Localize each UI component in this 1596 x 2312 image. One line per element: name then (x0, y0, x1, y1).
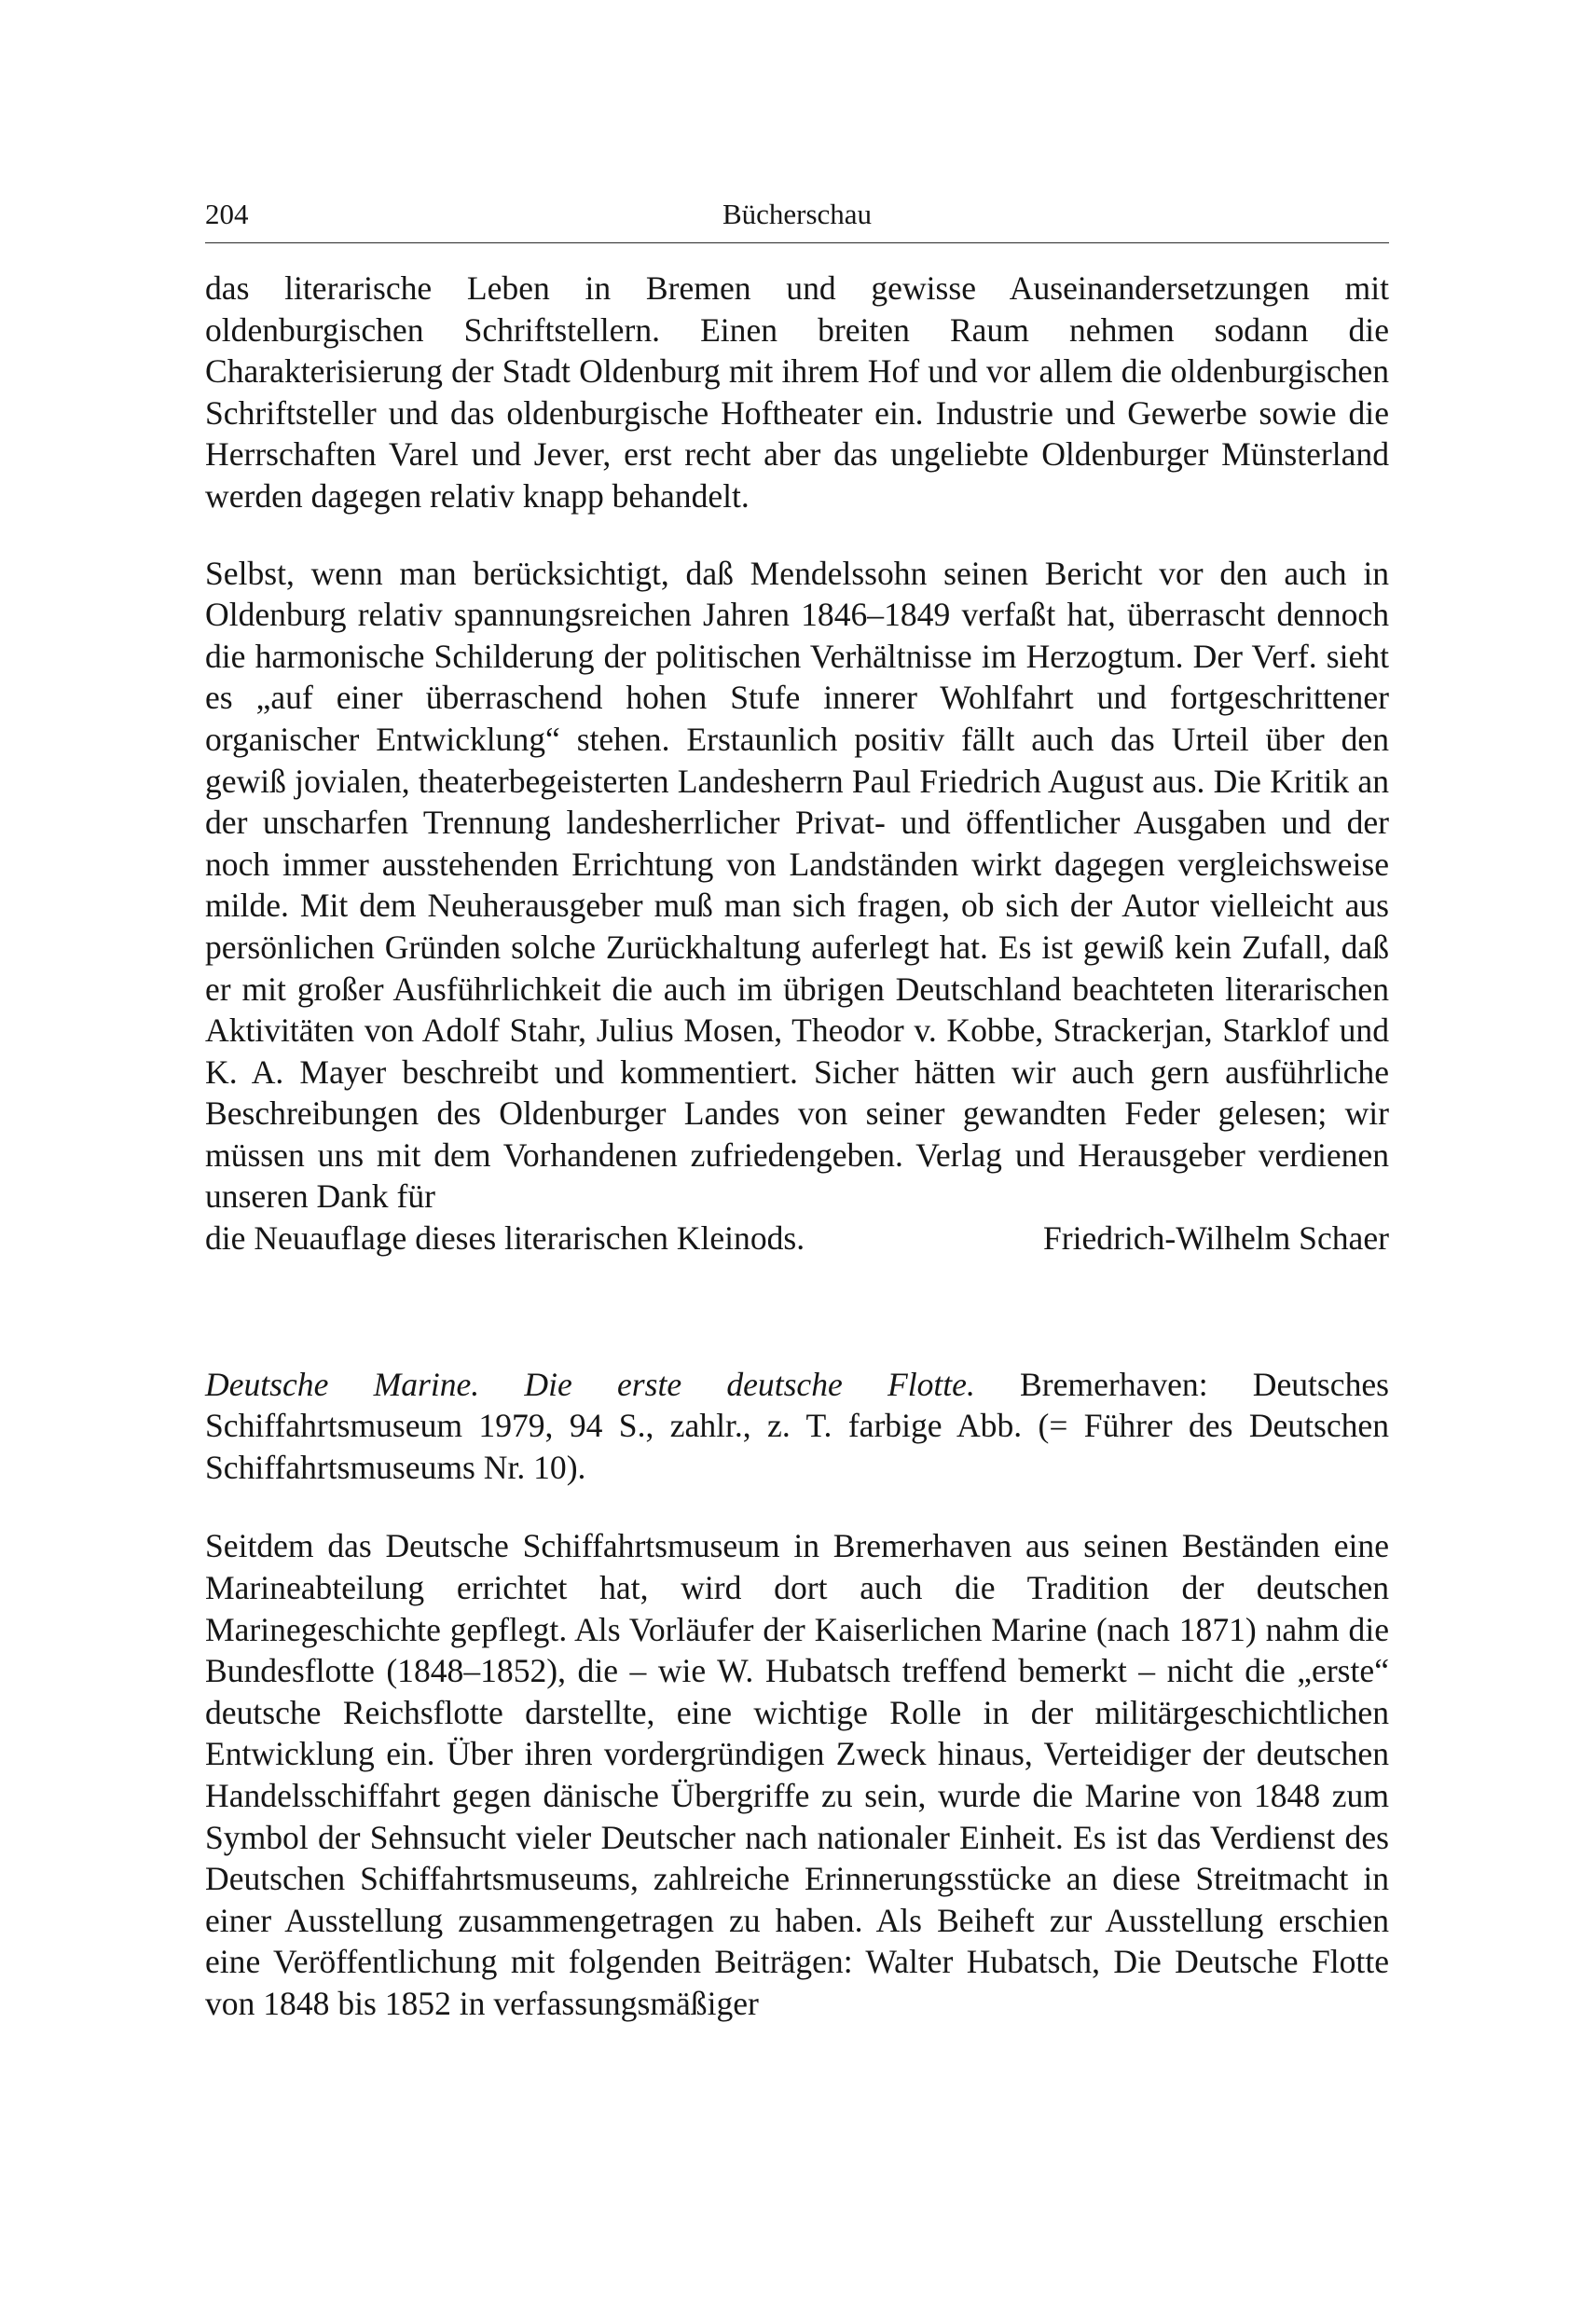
reviewer-signature: Friedrich-Wilhelm Schaer (1042, 1219, 1389, 1258)
book-publication-details: Bremerhaven: Deutsches Schiffahrtsmuseum 1979, 94 S., zahlr., z. T. farbige Abb. (= Führer des Deutschen Schiffahrtsmuseums Nr. 10). (205, 1365, 1389, 1486)
review1-closing-line (205, 1218, 1389, 1259)
book-page (205, 192, 1389, 2025)
review2-paragraph-1: Seitdem das Deutsche Schiffahrtsmuseum in Bremerhaven aus seinen Beständen eine Marineabteilung errichtet hat, wird dort auch die Tradition der deutschen Marinegeschichte gepflegt. Als Vorläufer der Kaiserlichen Marine (nach 1871) nahm die Bundesflotte (1848–1852), die – wie W. Hubatsch treffend bemerkt – nicht die „erste“ deutsche Reichsflotte darstellte, eine wichtige Rolle in der militärgeschichtlichen Entwicklung ein. Über ihren vordergründigen Zweck hinaus, Verteidiger der deutschen Handelsschiffahrt gegen dänische Übergriffe zu sein, wurde die Marine von 1848 zum Symbol der Sehnsucht vieler Deutscher nach nationaler Einheit. Es ist das Verdienst des Deutschen Schiffahrtsmuseums, zahlreiche Erinnerungsstücke an diese Streitmacht in einer Ausstellung zusammengetragen zu haben. Als Beiheft zur Ausstellung erschien eine Veröffentlichung mit folgenden Beiträgen: Walter Hubatsch, Die Deutsche Flotte von 1848 bis 1852 in verfassungsmäßiger (205, 1527, 1389, 2022)
review1-paragraph-1: das literarische Leben in Bremen und gewisse Auseinandersetzungen mit oldenburgischen Schriftstellern. Einen breiten Raum nehmen sodann die Charakterisierung der Stadt Oldenburg mit ihrem Hof und vor allem die oldenburgischen Schriftsteller und das oldenburgische Hoftheater ein. Industrie und Gewerbe sowie die Herrschaften Varel und Jever, erst recht aber das ungeliebte Oldenburger Münsterland werden dagegen relativ knapp behandelt. (205, 269, 1389, 515)
review1-paragraph-2: Selbst, wenn man berücksichtigt, daß Mendelssohn seinen Bericht vor den auch in Oldenburg relativ spannungsreichen Jahren 1846–1849 verfaßt hat, überrascht dennoch die harmonische Schilderung der politischen Verhältnisse im Herzogtum. Der Verf. sieht es „auf einer überraschend hohen Stufe innerer Wohlfahrt und fortgeschrittener organischer Entwicklung“ stehen. Erstaunlich positiv fällt auch das Urteil über den gewiß jovialen, theaterbegeisterten Landesherrn Paul Friedrich August aus. Die Kritik an der unscharfen Trennung landesherrlicher Privat- und öffentlicher Ausgaben und der noch immer ausstehenden Errichtung von Landständen wirkt dagegen vergleichsweise milde. Mit dem Neuherausgeber muß man sich fragen, ob sich der Autor vielleicht aus persönlichen Gründen solche Zurückhaltung auferlegt hat. Es ist gewiß kein Zufall, daß er mit großer Ausführlichkeit die auch im übrigen Deutschland beachteten literarischen Aktivitäten von Adolf Stahr, Julius Mosen, Theodor v. Kobbe, Strackerjan, Starklof und K. A. Mayer beschreibt und kommentiert. Sicher hätten wir auch gern ausführliche Beschreibungen des Oldenburger Landes von seiner gewandten Feder gelesen; wir müssen uns mit dem Vorhandenen zufriedengeben. Verlag und Herausgeber verdienen unseren Dank für (205, 554, 1389, 1216)
section-title: Bücherschau (722, 198, 873, 230)
review1-last-line: die Neuauflage dieses literarischen Kleinods. (205, 1219, 805, 1258)
header-rule (205, 242, 1389, 243)
book-title: Deutsche Marine. Die erste deutsche Flotte. (205, 1365, 975, 1403)
running-head (205, 192, 1389, 237)
page-number: 204 (205, 198, 249, 230)
book-citation (205, 1364, 1389, 1489)
